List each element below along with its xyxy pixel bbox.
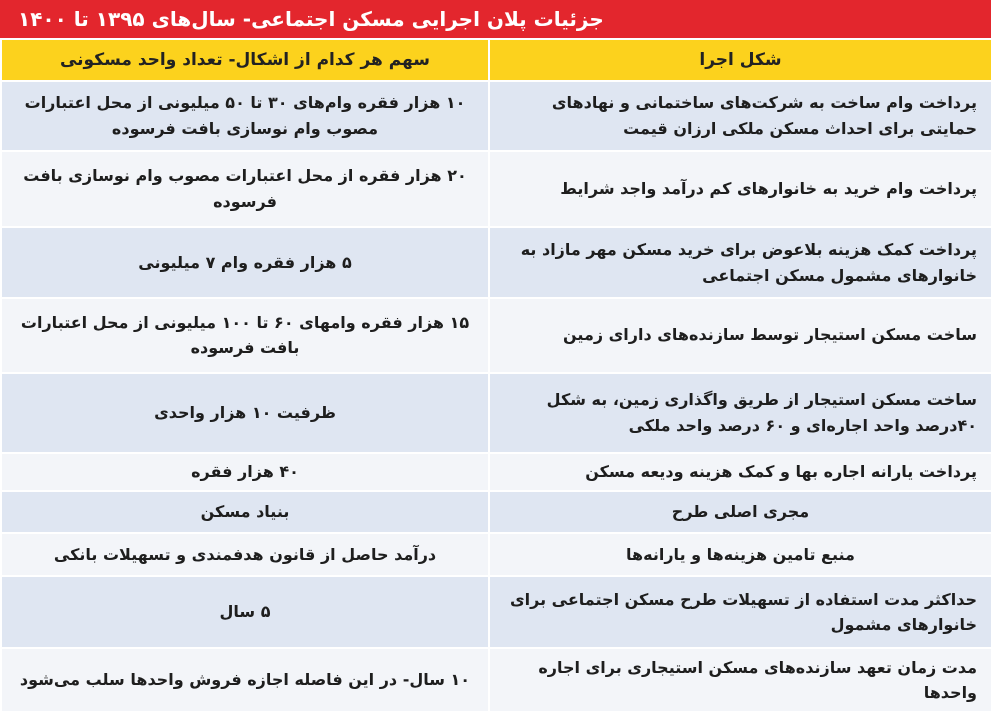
execution-form-cell: پرداخت کمک هزینه بلاعوض برای خرید مسکن مهر مازاد به خانوارهای مشمول مسکن اجتماعی: [489, 227, 991, 298]
share-cell: ۵ هزار فقره وام ۷ میلیونی: [1, 227, 489, 298]
share-cell: ۲۰ هزار فقره از محل اعتبارات مصوب وام نوسازی بافت فرسوده: [1, 151, 489, 228]
share-cell: بنیاد مسکن: [1, 491, 489, 534]
execution-form-cell: پرداخت یارانه اجاره بها و کمک هزینه ودیعه مسکن: [489, 453, 991, 490]
table-row: [1, 373, 991, 454]
header-share: سهم هر کدام از اشکال- تعداد واحد مسکونی: [1, 39, 489, 81]
plan-table: [0, 38, 991, 713]
table-row: [1, 533, 991, 576]
execution-form-cell: ساخت مسکن استیجار توسط سازنده‌های دارای زمین: [489, 298, 991, 373]
share-cell: ۱۰ سال- در این فاصله اجازه فروش واحدها سلب می‌شود: [1, 648, 489, 712]
header-row: [1, 39, 991, 81]
execution-form-cell: پرداخت وام خرید به خانوارهای کم درآمد واجد شرایط: [489, 151, 991, 228]
execution-form-cell: مدت زمان تعهد سازنده‌های مسکن استیجاری برای اجاره واحدها: [489, 648, 991, 712]
table-row: [1, 227, 991, 298]
table-title: [0, 0, 991, 38]
share-cell: ۱۵ هزار فقره وامهای ۶۰ تا ۱۰۰ میلیونی از محل اعتبارات بافت فرسوده: [1, 298, 489, 373]
share-cell: درآمد حاصل از قانون هدفمندی و تسهیلات بانکی: [1, 533, 489, 576]
share-cell: ۴۰ هزار فقره: [1, 453, 489, 490]
share-cell: ظرفیت ۱۰ هزار واحدی: [1, 373, 489, 454]
table-row: [1, 648, 991, 712]
execution-form-cell: مجری اصلی طرح: [489, 491, 991, 534]
execution-form-cell: حداکثر مدت استفاده از تسهیلات طرح مسکن اجتماعی برای خانوارهای مشمول: [489, 576, 991, 649]
table-row: [1, 298, 991, 373]
header-execution-form: شکل اجرا: [489, 39, 991, 81]
table-title-text: جزئیات پلان اجرایی مسکن اجتماعی- سال‌های ۱۳۹۵ تا ۱۴۰۰: [18, 7, 604, 31]
share-cell: ۵ سال: [1, 576, 489, 649]
share-cell: ۱۰ هزار فقره وام‌های ۳۰ تا ۵۰ میلیونی از محل اعتبارات مصوب وام نوسازی بافت فرسوده: [1, 81, 489, 151]
execution-form-cell: پرداخت وام ساخت به شرکت‌های ساختمانی و نهادهای حمایتی برای احداث مسکن ملکی ارزان قیمت: [489, 81, 991, 151]
execution-form-cell: ساخت مسکن استیجار از طریق واگذاری زمین، به شکل ۴۰درصد واحد اجاره‌ای و ۶۰ درصد واحد ملکی: [489, 373, 991, 454]
table-row: [1, 81, 991, 151]
execution-form-cell: منبع تامین هزینه‌ها و یارانه‌ها: [489, 533, 991, 576]
table-row: [1, 151, 991, 228]
table-row: [1, 453, 991, 490]
table-row: [1, 491, 991, 534]
table-row: [1, 576, 991, 649]
